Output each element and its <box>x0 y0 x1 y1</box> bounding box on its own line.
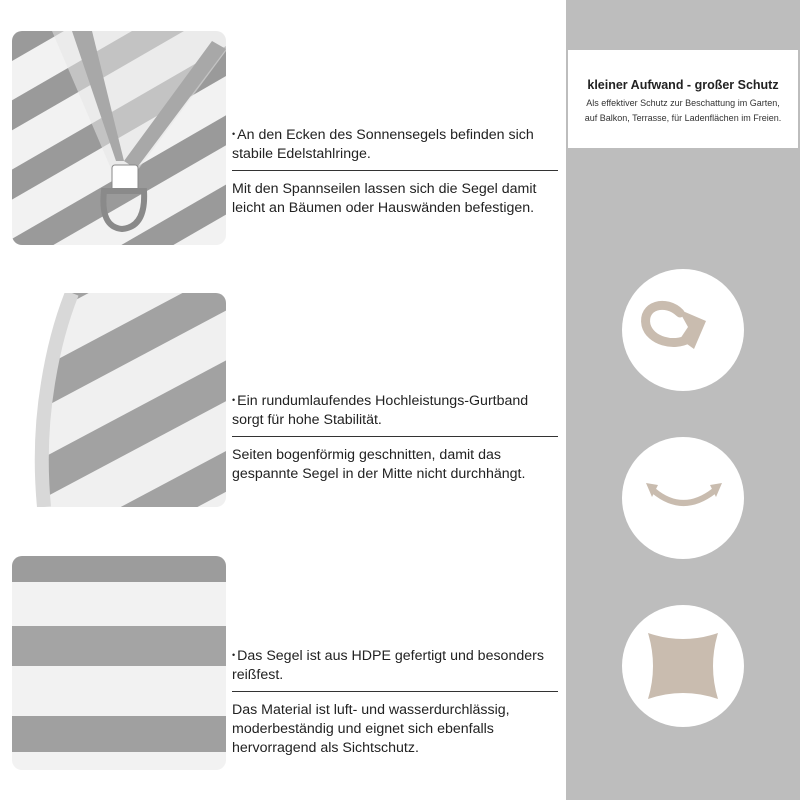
feature-bullet-text: Ein rundumlaufendes Hochleistungs-Gurtband sorgt für hohe Stabilität. <box>232 393 529 428</box>
photo-edge-webbing <box>12 293 226 507</box>
info-subtitle <box>568 96 798 126</box>
feature-bullet <box>232 391 558 430</box>
info-subtitle-line: auf Balkon, Terrasse, für Ladenflächen im Freien. <box>584 113 782 123</box>
d-ring-icon <box>622 269 744 391</box>
icon-circle-sail <box>622 605 744 727</box>
feature-bullet <box>232 646 558 685</box>
bullet-dot: • <box>232 129 236 139</box>
feature-bullet <box>232 125 558 164</box>
feature-block <box>232 125 558 218</box>
info-title: kleiner Aufwand - großer Schutz <box>587 78 779 92</box>
icon-circle-ring <box>622 269 744 391</box>
info-subtitle-line: Als effektiver Schutz zur Beschattung im Garten, <box>586 98 780 108</box>
bullet-dot: • <box>232 395 236 405</box>
feature-block <box>232 646 558 758</box>
sail-shape-icon <box>622 605 744 727</box>
bullet-dot: • <box>232 650 236 660</box>
info-box <box>568 50 798 148</box>
divider <box>232 436 558 437</box>
icon-circle-curve <box>622 437 744 559</box>
feature-description: Das Material ist luft- und wasserdurchlässig, moderbeständig und eignet sich ebenfalls hervorragend als Sichtschutz. <box>232 702 510 756</box>
divider <box>232 170 558 171</box>
feature-description: Mit den Spannseilen lassen sich die Segel damit leicht an Bäumen oder Hauswänden befestigen. <box>232 181 537 216</box>
photo-corner-ring <box>12 31 226 245</box>
divider <box>232 691 558 692</box>
curved-edge-arrow-icon <box>622 437 744 559</box>
feature-description: Seiten bogenförmig geschnitten, damit das gespannte Segel in der Mitte nicht durchhängt. <box>232 447 526 482</box>
feature-bullet-text: Das Segel ist aus HDPE gefertigt und besonders reißfest. <box>232 648 544 683</box>
feature-block <box>232 391 558 484</box>
feature-bullet-text: An den Ecken des Sonnensegels befinden sich stabile Edelstahlringe. <box>232 127 534 162</box>
photo-fabric-stripes <box>12 556 226 770</box>
